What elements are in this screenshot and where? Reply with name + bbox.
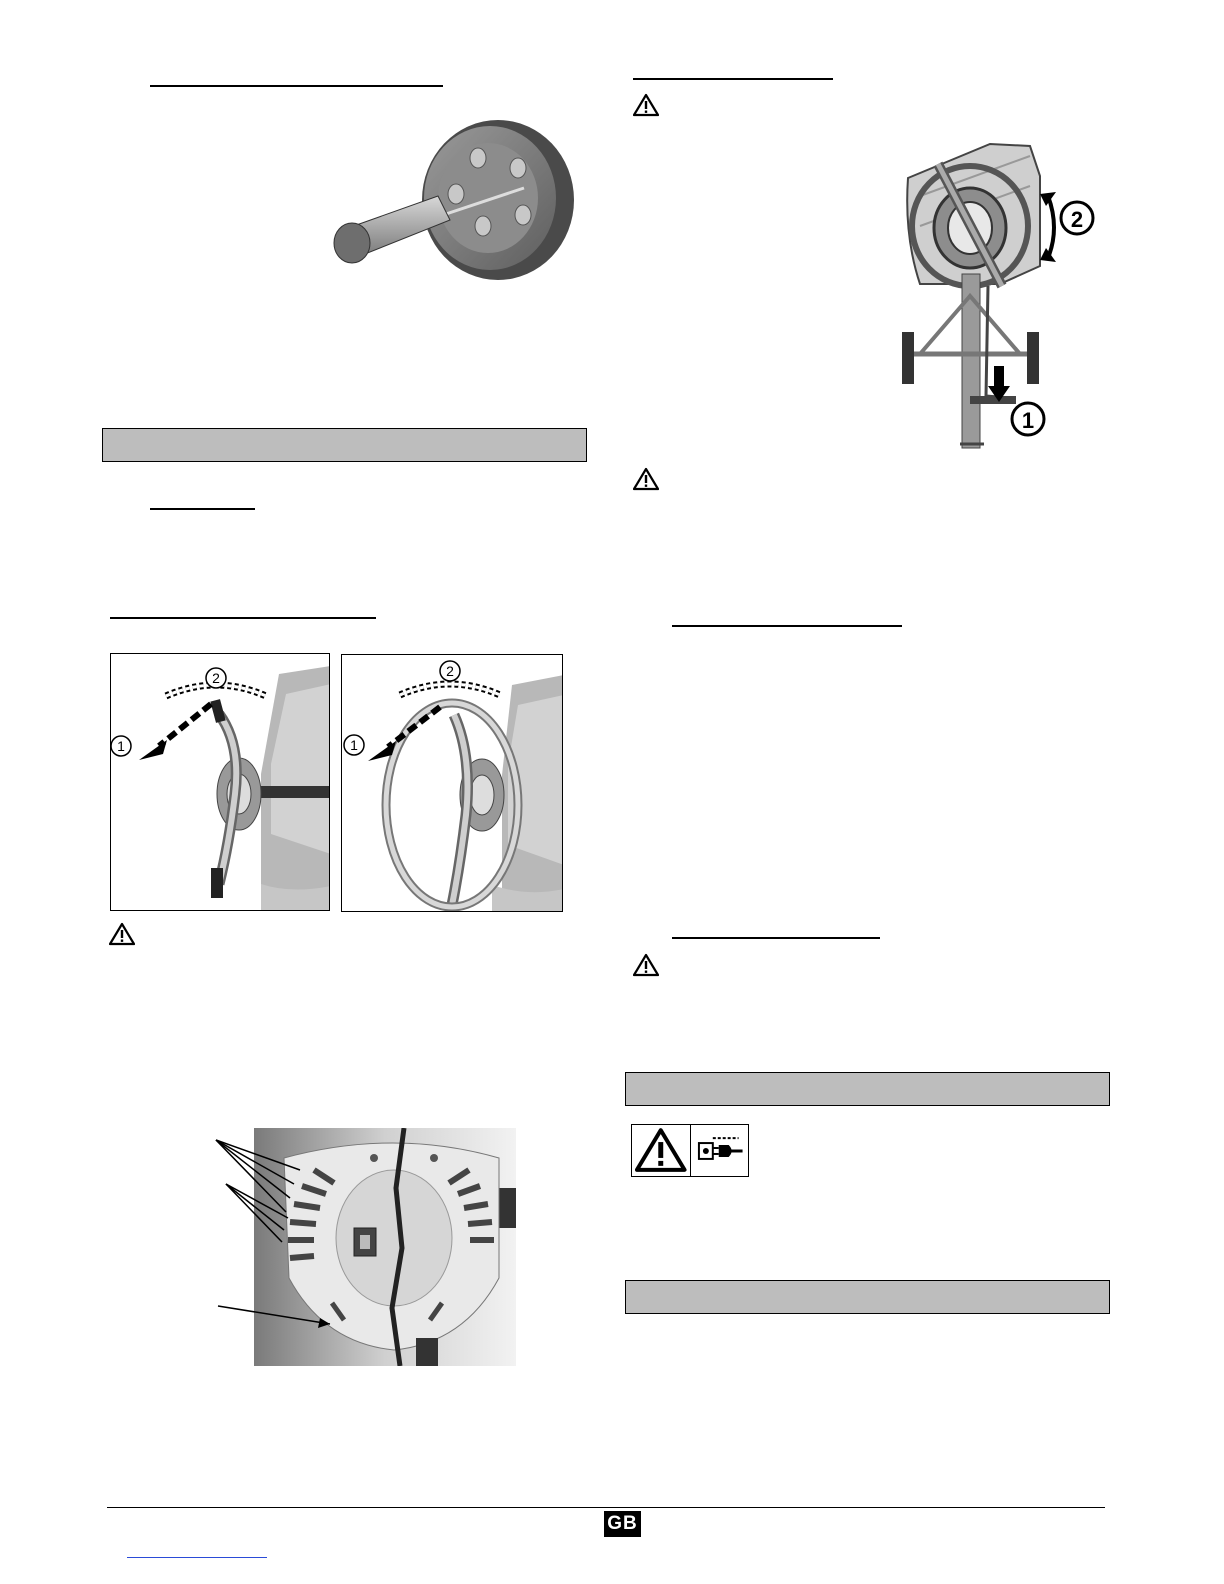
warning-triangle-icon [633,467,659,491]
footer-rule [107,1507,1105,1508]
marker-2: 2 [446,663,454,679]
marker-1: 1 [350,737,358,753]
drum-hub-figure [318,108,586,286]
warning-triangle-icon [633,953,659,977]
footer-link-underline[interactable] [127,1557,267,1558]
section-bar-1 [102,428,587,462]
heading-underline-2 [150,508,255,510]
warning-triangle-icon [633,93,659,117]
marker-2: 2 [212,670,220,686]
gear-plate-figure [214,1128,516,1366]
drum-tipping-figure [890,136,1102,456]
marker-2: 2 [1070,207,1084,232]
marker-1: 1 [1021,408,1035,433]
heading-underline-6 [672,937,880,939]
safety-pictograms [631,1124,749,1177]
mixing-figure-right [341,654,563,912]
country-badge: GB [604,1511,641,1537]
unplug-mains-icon [691,1125,749,1176]
warning-triangle-icon [109,922,135,946]
warning-triangle-icon [632,1125,691,1176]
section-bar-3 [625,1280,1110,1314]
marker-1: 1 [117,738,125,754]
heading-underline-4 [633,78,833,80]
mixing-figure-left [110,653,330,911]
heading-underline-3 [110,617,376,619]
heading-underline-1 [150,85,443,87]
heading-underline-5 [672,625,902,627]
section-bar-2 [625,1072,1110,1106]
